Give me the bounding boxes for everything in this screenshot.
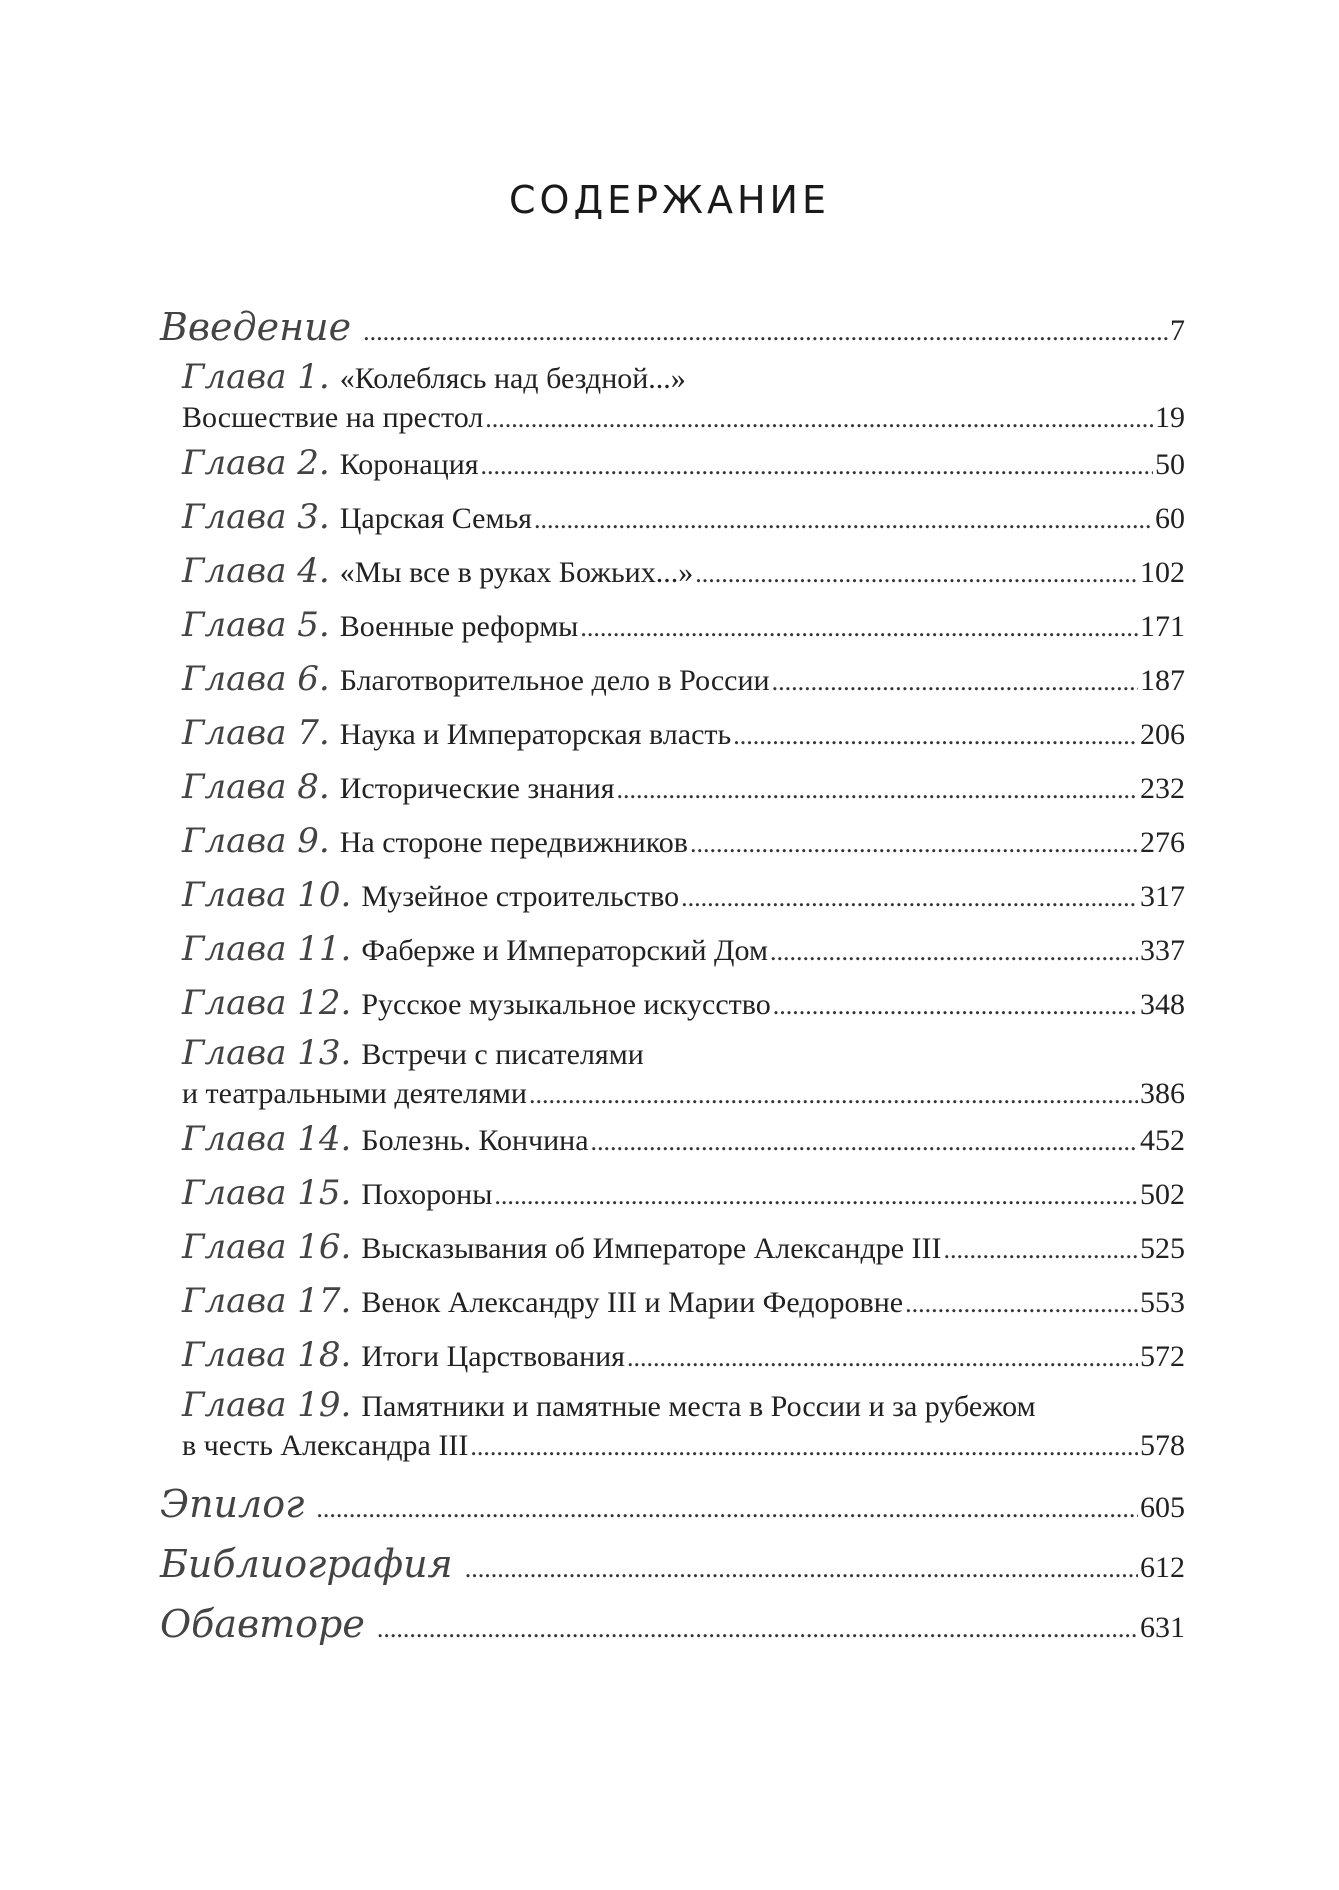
toc-entry-chapter-9: [160, 814, 1185, 868]
toc-page-number: 171: [1140, 610, 1185, 643]
toc-entry-label: Введение: [160, 305, 352, 349]
dot-leader: [316, 1479, 1138, 1539]
toc-entry-chapter-8: [160, 760, 1185, 814]
toc-page-number: 19: [1155, 401, 1185, 434]
toc-entry-chapter-14: [160, 1112, 1185, 1166]
toc-entry-chapter-12: [160, 976, 1185, 1030]
toc-page-number: 631: [1140, 1611, 1185, 1644]
toc-page-number: 206: [1140, 718, 1185, 751]
dot-leader: [363, 305, 1168, 359]
toc-entry-chapter-17: [160, 1274, 1185, 1328]
chapter-prefix: Глава 7.: [182, 713, 330, 753]
toc-entry-chapter-3: [160, 490, 1185, 544]
chapter-title-line2: Восшествие на престол: [182, 401, 484, 434]
chapter-prefix: Глава 5.: [182, 605, 330, 645]
chapter-title-line2: и театральными деятелями: [182, 1077, 527, 1110]
dot-leader: [733, 709, 1138, 763]
chapter-prefix: Глава 4.: [182, 551, 330, 591]
toc-entry-chapter-11: [160, 922, 1185, 976]
chapter-prefix: Глава 18.: [182, 1335, 352, 1375]
dot-leader: [770, 925, 1138, 979]
chapter-title-line1: Встречи с писателями: [361, 1038, 644, 1071]
toc-page-number: 578: [1140, 1429, 1185, 1462]
dot-leader: [591, 1115, 1138, 1169]
dot-leader: [465, 1539, 1138, 1599]
toc-page-number: 612: [1140, 1551, 1185, 1584]
chapter-title: Болезнь. Кончина: [361, 1124, 589, 1157]
chapter-prefix: Глава 11.: [182, 929, 352, 969]
chapter-title: Царская Семья: [339, 502, 532, 535]
chapter-prefix: Глава 15.: [182, 1173, 352, 1213]
chapter-title-line2: в честь Александра III: [182, 1429, 469, 1462]
toc-entry-chapter-19: [160, 1382, 1185, 1464]
chapter-title: Похороны: [361, 1178, 493, 1211]
toc-entry-chapter-16: [160, 1220, 1185, 1274]
chapter-title-line1: Памятники и памятные места в России и за рубежом: [361, 1390, 1036, 1423]
dot-leader: [905, 1277, 1138, 1331]
dot-leader: [580, 601, 1138, 655]
chapter-prefix: Глава 17.: [182, 1281, 352, 1321]
chapter-title: Наука и Императорская власть: [339, 718, 732, 751]
chapter-prefix: Глава 12.: [182, 983, 352, 1023]
dot-leader: [690, 817, 1138, 871]
page-title: СОДЕРЖАНИЕ: [509, 178, 830, 222]
table-of-contents: [160, 300, 1185, 1654]
dot-leader: [534, 493, 1153, 547]
toc-entry-label: Эпилог: [160, 1482, 305, 1526]
chapter-title: Фаберже и Императорский Дом: [361, 934, 768, 967]
chapter-prefix: Глава 14.: [182, 1119, 352, 1159]
chapter-prefix: Глава 3.: [182, 497, 330, 537]
toc-entry-chapter-1: [160, 354, 1185, 436]
dot-leader: [772, 655, 1138, 709]
chapter-prefix: Глава 16.: [182, 1227, 352, 1267]
chapter-title: Исторические знания: [339, 772, 615, 805]
chapter-title: Итоги Царствования: [361, 1340, 625, 1373]
toc-entry-chapter-6: [160, 652, 1185, 706]
chapter-prefix: Глава 6.: [182, 659, 330, 699]
chapter-title: Военные реформы: [339, 610, 579, 643]
dot-leader: [695, 547, 1138, 601]
toc-page-number: 386: [1140, 1077, 1185, 1110]
toc-page-number: 102: [1140, 556, 1185, 589]
chapter-prefix: Глава 1.: [182, 357, 330, 397]
toc-page-number: 572: [1140, 1340, 1185, 1373]
toc-entry-chapter-2: [160, 436, 1185, 490]
toc-entry-label: Обавторе: [160, 1602, 365, 1646]
toc-page-number: 232: [1140, 772, 1185, 805]
toc-page-number: 605: [1140, 1491, 1185, 1524]
chapter-prefix: Глава 13.: [182, 1033, 352, 1073]
toc-entry-intro: [160, 300, 1185, 354]
dot-leader: [485, 401, 1153, 437]
chapter-title: Высказывания об Императоре Александре III: [361, 1232, 942, 1265]
dot-leader: [944, 1223, 1138, 1277]
chapter-title: Коронация: [339, 448, 479, 481]
toc-entry-chapter-18: [160, 1328, 1185, 1382]
chapter-prefix: Глава 10.: [182, 875, 352, 915]
toc-page-number: 502: [1140, 1178, 1185, 1211]
dot-leader: [470, 1429, 1138, 1465]
chapter-title: Благотворительное дело в России: [339, 664, 770, 697]
toc-page-number: 60: [1155, 502, 1185, 535]
dot-leader: [481, 439, 1153, 493]
toc-page-number: 452: [1140, 1124, 1185, 1157]
dot-leader: [529, 1077, 1138, 1113]
chapter-prefix: Глава 8.: [182, 767, 330, 807]
toc-entry-epilogue: [160, 1474, 1185, 1534]
dot-leader: [494, 1169, 1138, 1223]
toc-entry-label: Библиография: [160, 1542, 453, 1586]
toc-page-number: 348: [1140, 988, 1185, 1021]
dot-leader: [617, 763, 1138, 817]
toc-page-number: 187: [1140, 664, 1185, 697]
dot-leader: [773, 979, 1138, 1033]
toc-page-number: 337: [1140, 934, 1185, 967]
chapter-title-line1: «Колеблясь над бездной...»: [339, 362, 686, 395]
chapter-prefix: Глава 19.: [182, 1385, 352, 1425]
toc-entry-about-author: [160, 1594, 1185, 1654]
chapter-title: Венок Александру III и Марии Федоровне: [361, 1286, 904, 1319]
toc-page-number: 553: [1140, 1286, 1185, 1319]
toc-page-number: 317: [1140, 880, 1185, 913]
toc-page-number: 50: [1155, 448, 1185, 481]
toc-page-number: 525: [1140, 1232, 1185, 1265]
toc-entry-chapter-7: [160, 706, 1185, 760]
dot-leader: [681, 871, 1138, 925]
dot-leader: [627, 1331, 1138, 1385]
toc-entry-chapter-4: [160, 544, 1185, 598]
chapter-title: «Мы все в руках Божьих...»: [339, 556, 694, 589]
toc-page-number: 7: [1170, 314, 1185, 347]
chapter-title: На стороне передвижников: [339, 826, 688, 859]
toc-entry-chapter-5: [160, 598, 1185, 652]
dot-leader: [377, 1599, 1138, 1659]
toc-entry-chapter-10: [160, 868, 1185, 922]
toc-entry-chapter-13: [160, 1030, 1185, 1112]
chapter-prefix: Глава 2.: [182, 443, 330, 483]
chapter-prefix: Глава 9.: [182, 821, 330, 861]
toc-entry-bibliography: [160, 1534, 1185, 1594]
chapter-title: Музейное строительство: [361, 880, 680, 913]
toc-page-number: 276: [1140, 826, 1185, 859]
toc-entry-chapter-15: [160, 1166, 1185, 1220]
chapter-title: Русское музыкальное искусство: [361, 988, 771, 1021]
